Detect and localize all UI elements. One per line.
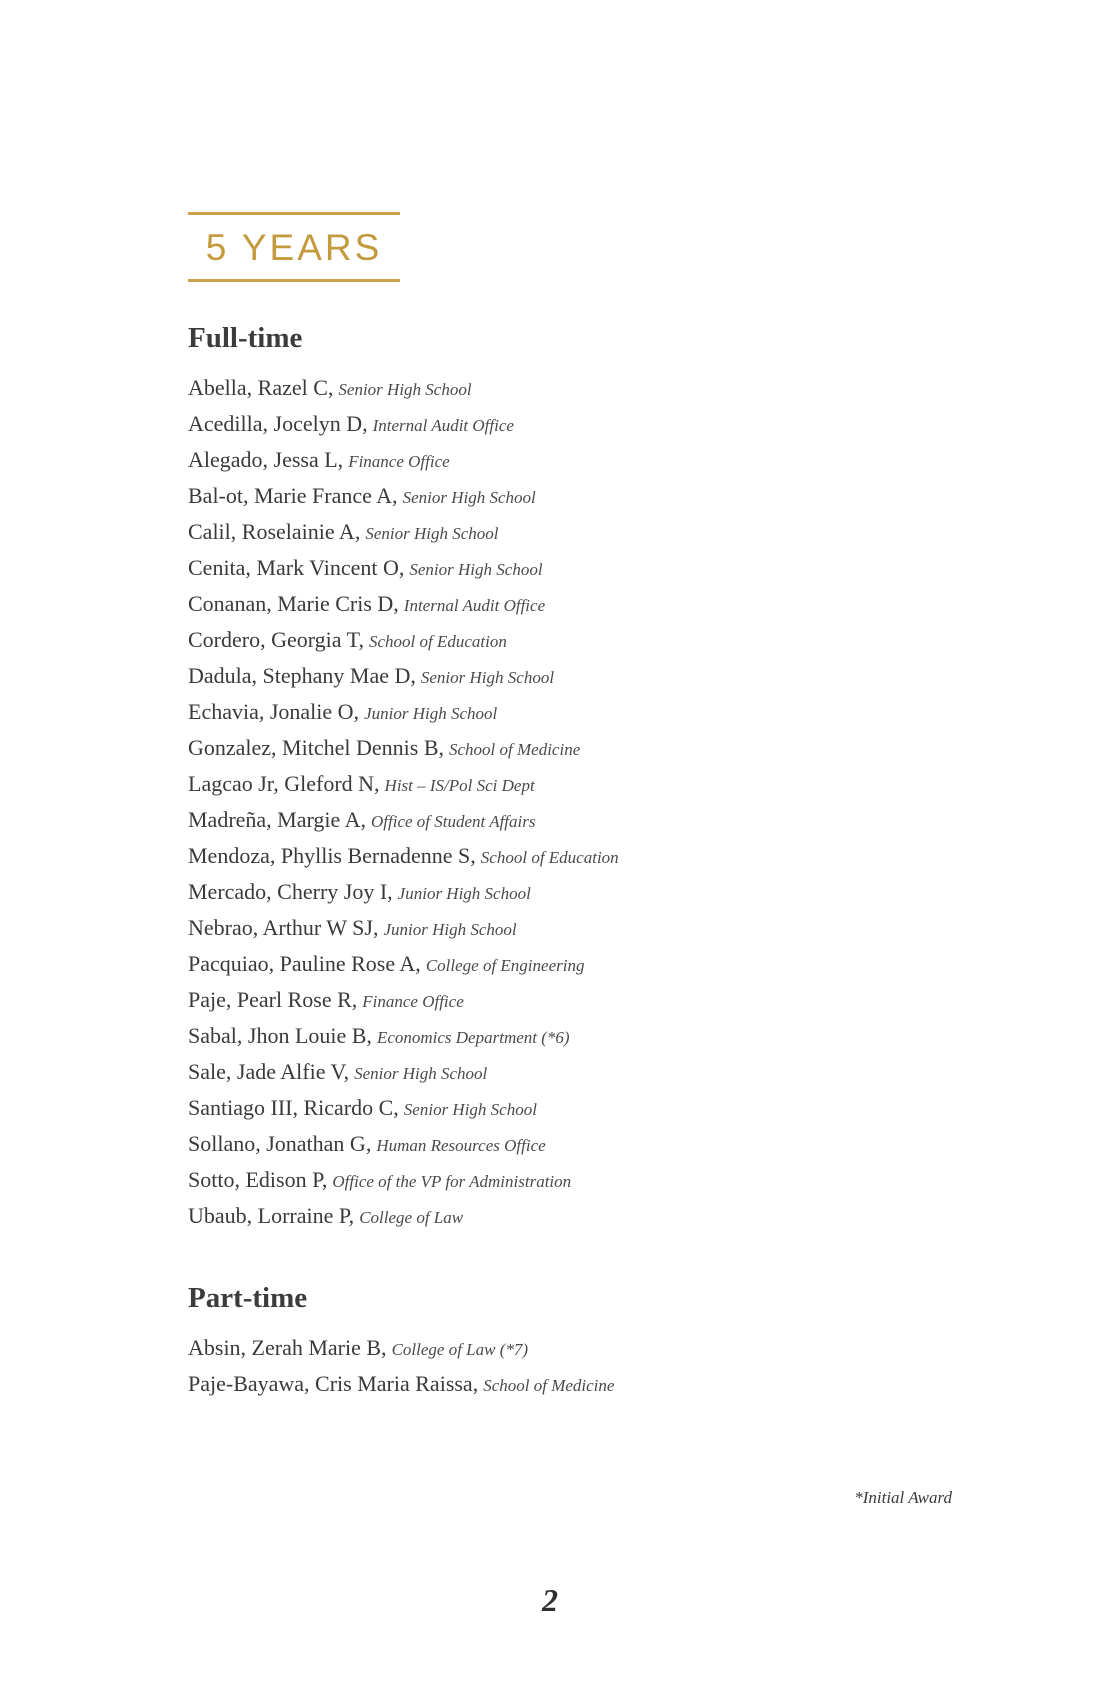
list-item bbox=[188, 550, 619, 586]
employee-department: Human Resources Office bbox=[376, 1136, 546, 1155]
employee-department: College of Engineering bbox=[425, 956, 585, 975]
footnote: *Initial Award bbox=[854, 1488, 952, 1507]
list-item bbox=[188, 1126, 619, 1162]
list-item bbox=[188, 406, 619, 442]
list-item bbox=[188, 730, 619, 766]
employee-name: Mercado, Cherry Joy I, bbox=[188, 879, 393, 904]
employee-department: Senior High School bbox=[338, 380, 472, 399]
employee-department: Office of Student Affairs bbox=[371, 812, 536, 831]
section-title-parttime: Part-time bbox=[188, 1282, 308, 1314]
list-item bbox=[188, 694, 619, 730]
employee-name: Sotto, Edison P, bbox=[188, 1167, 328, 1192]
list-item bbox=[188, 1054, 619, 1090]
list-item bbox=[188, 1330, 614, 1366]
employee-name: Nebrao, Arthur W SJ, bbox=[188, 915, 379, 940]
employee-name: Bal-ot, Marie France A, bbox=[188, 483, 398, 508]
employee-name: Abella, Razel C, bbox=[188, 375, 334, 400]
list-item bbox=[188, 1090, 619, 1126]
employee-department: Office of the VP for Administration bbox=[332, 1172, 572, 1191]
employee-name: Mendoza, Phyllis Bernadenne S, bbox=[188, 843, 476, 868]
employee-department: School of Education bbox=[480, 848, 619, 867]
employee-department: Junior High School bbox=[383, 920, 517, 939]
list-item bbox=[188, 946, 619, 982]
years-badge bbox=[188, 212, 400, 282]
employee-name: Pacquiao, Pauline Rose A, bbox=[188, 951, 421, 976]
employee-department: Senior High School bbox=[403, 1100, 537, 1119]
list-item bbox=[188, 658, 619, 694]
employee-department: Economics Department (*6) bbox=[376, 1028, 570, 1047]
employee-name: Echavia, Jonalie O, bbox=[188, 699, 360, 724]
employee-department: College of Law bbox=[359, 1208, 464, 1227]
list-item bbox=[188, 1018, 619, 1054]
employee-department: Senior High School bbox=[354, 1064, 488, 1083]
list-item bbox=[188, 1198, 619, 1234]
employee-department: Junior High School bbox=[364, 704, 498, 723]
list-item bbox=[188, 514, 619, 550]
employee-department: College of Law (*7) bbox=[391, 1340, 529, 1359]
employee-department: Finance Office bbox=[348, 452, 450, 471]
employee-name: Cordero, Georgia T, bbox=[188, 627, 364, 652]
employee-name: Ubaub, Lorraine P, bbox=[188, 1203, 355, 1228]
employee-department: Internal Audit Office bbox=[372, 416, 514, 435]
list-item bbox=[188, 1366, 614, 1402]
list-item bbox=[188, 1162, 619, 1198]
employee-name: Gonzalez, Mitchel Dennis B, bbox=[188, 735, 444, 760]
list-item bbox=[188, 982, 619, 1018]
employee-name: Sollano, Jonathan G, bbox=[188, 1131, 372, 1156]
employee-department: Junior High School bbox=[397, 884, 531, 903]
employee-name: Santiago III, Ricardo C, bbox=[188, 1095, 399, 1120]
employee-name: Conanan, Marie Cris D, bbox=[188, 591, 399, 616]
employee-department: Senior High School bbox=[420, 668, 555, 687]
list-item bbox=[188, 442, 619, 478]
employee-name: Dadula, Stephany Mae D, bbox=[188, 663, 416, 688]
list-item bbox=[188, 766, 619, 802]
list-item bbox=[188, 370, 619, 406]
employee-department: School of Education bbox=[368, 632, 507, 651]
employee-department: Senior High School bbox=[365, 524, 499, 543]
employee-department: Senior High School bbox=[402, 488, 536, 507]
employee-department: Senior High School bbox=[409, 560, 543, 579]
employee-name: Paje, Pearl Rose R, bbox=[188, 987, 358, 1012]
fulltime-list bbox=[188, 370, 619, 1234]
employee-name: Lagcao Jr, Gleford N, bbox=[188, 771, 380, 796]
employee-department: School of Medicine bbox=[483, 1376, 615, 1395]
list-item bbox=[188, 910, 619, 946]
years-badge-label: 5 YEARS bbox=[205, 226, 383, 268]
employee-department: Finance Office bbox=[362, 992, 464, 1011]
list-item bbox=[188, 802, 619, 838]
list-item bbox=[188, 478, 619, 514]
list-item bbox=[188, 874, 619, 910]
parttime-list bbox=[188, 1330, 614, 1402]
employee-name: Sale, Jade Alfie V, bbox=[188, 1059, 350, 1084]
employee-name: Paje-Bayawa, Cris Maria Raissa, bbox=[188, 1371, 479, 1396]
employee-name: Calil, Roselainie A, bbox=[188, 519, 361, 544]
list-item bbox=[188, 586, 619, 622]
employee-name: Alegado, Jessa L, bbox=[188, 447, 344, 472]
section-title-fulltime: Full-time bbox=[188, 322, 303, 354]
list-item bbox=[188, 622, 619, 658]
employee-name: Sabal, Jhon Louie B, bbox=[188, 1023, 372, 1048]
list-item bbox=[188, 838, 619, 874]
page-number: 2 bbox=[542, 1582, 558, 1618]
employee-department: School of Medicine bbox=[449, 740, 581, 759]
employee-department: Internal Audit Office bbox=[403, 596, 546, 615]
employee-name: Acedilla, Jocelyn D, bbox=[188, 411, 368, 436]
employee-department: Hist – IS/Pol Sci Dept bbox=[384, 776, 535, 795]
employee-name: Absin, Zerah Marie B, bbox=[188, 1335, 387, 1360]
employee-name: Cenita, Mark Vincent O, bbox=[188, 555, 405, 580]
employee-name: Madreña, Margie A, bbox=[188, 807, 366, 832]
